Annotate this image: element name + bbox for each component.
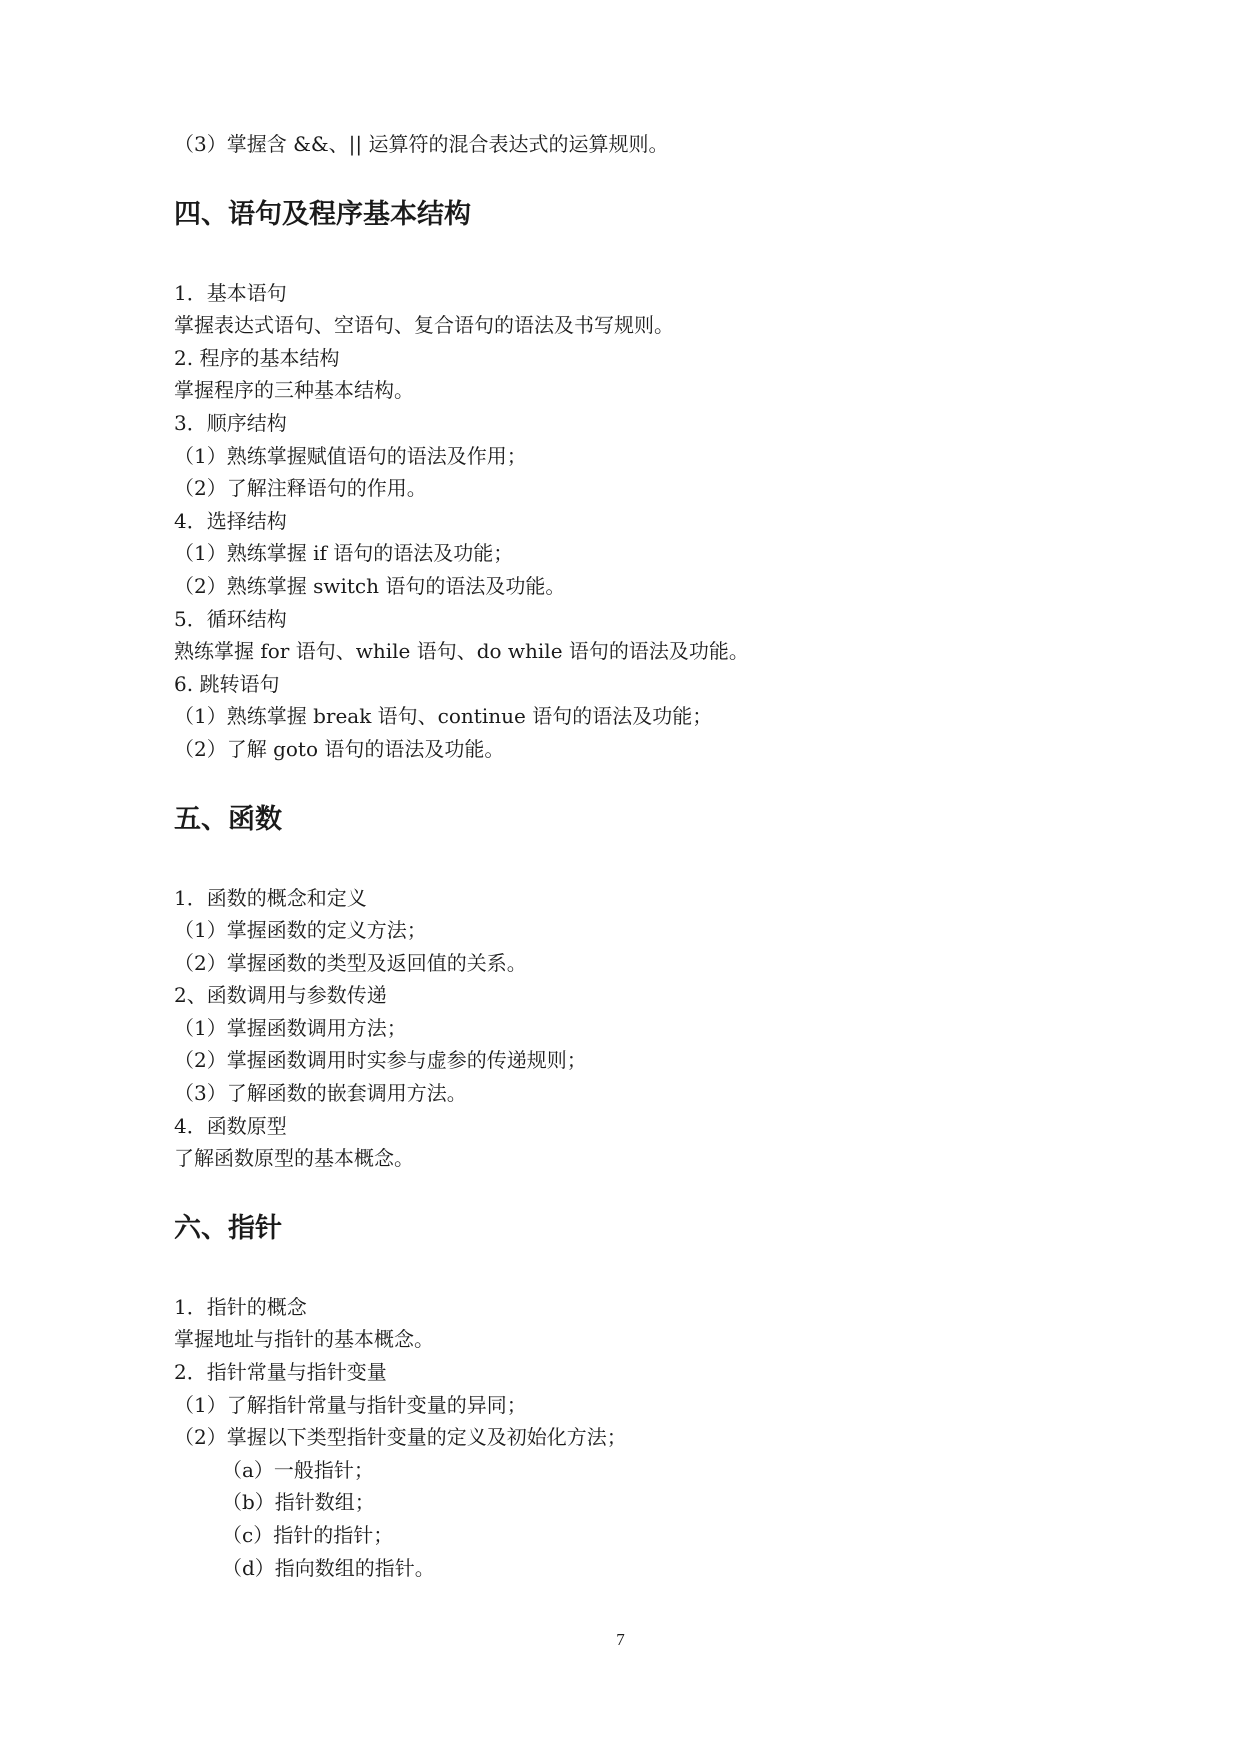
body-line: 掌握程序的三种基本结构。 (174, 378, 414, 403)
body-line: （2）掌握函数的类型及返回值的关系。 (174, 950, 527, 975)
body-line: 3．顺序结构 (174, 410, 287, 435)
body-line: （1）熟练掌握 break 语句、continue 语句的语法及功能； (174, 704, 713, 729)
body-line: （1）了解指针常量与指针变量的异同； (174, 1392, 527, 1417)
intro-line: （3）掌握含 &&、|| 运算符的混合表达式的运算规则。 (174, 132, 669, 156)
section-heading-functions: 五、函数 (174, 803, 282, 835)
body-line: 4．函数原型 (174, 1113, 287, 1138)
body-line: （1）熟练掌握赋值语句的语法及作用； (174, 443, 527, 468)
body-line: （2）掌握以下类型指针变量的定义及初始化方法； (174, 1425, 627, 1450)
body-line: 2. 程序的基本结构 (174, 345, 340, 370)
section-body-functions (174, 882, 1094, 1175)
sub-list-item: （b）指针数组； (222, 1490, 375, 1515)
body-line: （1）掌握函数调用方法； (174, 1015, 407, 1040)
body-line: 4．选择结构 (174, 508, 287, 533)
body-line: （3）了解函数的嵌套调用方法。 (174, 1081, 467, 1106)
section-heading-statements: 四、语句及程序基本结构 (174, 198, 471, 230)
body-line: 2、函数调用与参数传递 (174, 983, 387, 1008)
document-page (174, 128, 1094, 1584)
body-line: 熟练掌握 for 语句、while 语句、do while 语句的语法及功能。 (174, 639, 749, 664)
body-line: 6. 跳转语句 (174, 671, 280, 696)
body-line: 1．指针的概念 (174, 1294, 307, 1319)
section-body-pointers (174, 1291, 1094, 1584)
body-line: 了解函数原型的基本概念。 (174, 1146, 414, 1171)
body-line: 掌握表达式语句、空语句、复合语句的语法及书写规则。 (174, 313, 674, 338)
sub-list-item: （a）一般指针； (222, 1457, 374, 1482)
body-line: 2．指针常量与指针变量 (174, 1360, 387, 1385)
body-line: 1．函数的概念和定义 (174, 885, 367, 910)
body-line: （2）掌握函数调用时实参与虚参的传递规则； (174, 1048, 587, 1073)
page-number: 7 (616, 1630, 625, 1649)
sub-list-item: （c）指针的指针； (222, 1523, 394, 1547)
sub-list-item: （d）指向数组的指针。 (222, 1555, 435, 1580)
section-body-statements (174, 277, 1094, 766)
body-line: （2）了解注释语句的作用。 (174, 476, 427, 501)
section-heading-pointers: 六、指针 (174, 1212, 282, 1244)
body-line: 5．循环结构 (174, 606, 287, 631)
body-line: （1）熟练掌握 if 语句的语法及功能； (174, 541, 514, 566)
body-line: （1）掌握函数的定义方法； (174, 918, 427, 943)
body-line: （2）熟练掌握 switch 语句的语法及功能。 (174, 573, 566, 598)
body-line: （2）了解 goto 语句的语法及功能。 (174, 736, 505, 761)
body-line: 1．基本语句 (174, 280, 287, 305)
body-line: 掌握地址与指针的基本概念。 (174, 1327, 434, 1352)
